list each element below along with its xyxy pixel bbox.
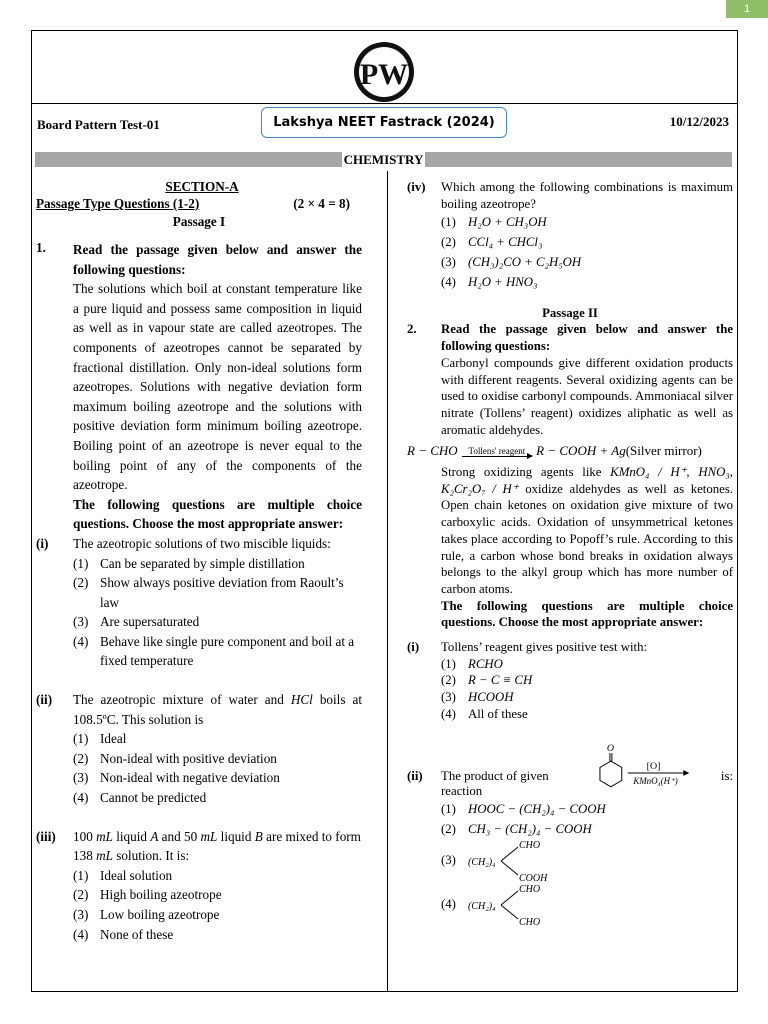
page-number: 1 (726, 0, 768, 18)
cyclohexanone-reaction (594, 741, 721, 793)
option-3[interactable]: (3) (CH₂)₄ CHO COOH (441, 839, 733, 883)
option-3[interactable]: (3) Are supersaturated (73, 614, 200, 630)
o3t-label: CHO (519, 839, 541, 851)
o4t-label: CHO (519, 883, 541, 895)
option-3[interactable]: (3) Low boiling azeotrope (73, 907, 220, 922)
option-4-structure (468, 883, 578, 927)
header-divider (32, 103, 737, 104)
subject-title: CHEMISTRY (343, 152, 424, 167)
passage-1-title: Passage I (172, 214, 226, 229)
option-4[interactable]: (4) H₂O + HNO₃ (441, 275, 538, 290)
passage-type-header (36, 196, 362, 212)
s-bot-label: KMnO₄(H⁺) (633, 775, 678, 786)
ptq-marks: (2 × 4 = 8) (293, 196, 350, 211)
question-1-ii: (ii) The azeotropic mixture of water and HCl boils at 108.5ºC. This solution is (1) Ideal (2) Non-ideal with positive deviation (3) Non-ideal with negative deviation (4) Cannot be predicted (36, 690, 362, 808)
options-list (73, 554, 362, 672)
question-1-iv: (iv) Which among the following combinations is maximum boiling azeotrope? (1) H₂O + CH₃OH (2) CCl₄ + CHCl₃ (3) (CH₃)₂CO + C₂H₅OH (4) H₂O + HNO₃ (407, 179, 733, 292)
option-2[interactable]: (2) High boiling azeotrope (73, 887, 222, 903)
question-text: 100 mL liquid A and 50 mL liquid B are mixed to form 138 mL solution. It is: (73, 828, 361, 864)
option-4[interactable]: (4) Cannot be predicted (73, 790, 207, 806)
question-1-i: (i) The azeotropic solutions of two miscible liquids: (1) Can be separated by simple distillation (2) Show always positive deviation from Raoult’s law (3) Are supersaturated (4) Behave like single pure component and boil at a fixed temperature (36, 534, 362, 671)
o3c-label: (CH₂)₄ (468, 856, 496, 868)
s-O-label: O (606, 742, 614, 754)
option-1[interactable]: (1) Ideal solution (73, 867, 173, 883)
q2-mcq-instruction: The following questions are multiple choice questions. Choose the most appropriate answer: (441, 598, 733, 630)
option-1[interactable]: (1) Can be separated by simple distillation (73, 555, 305, 571)
passage-2-title: Passage II (542, 306, 598, 321)
option-4[interactable]: (4) None of these (73, 926, 174, 942)
page-frame (31, 30, 738, 992)
s-top-label: [O] (646, 760, 661, 772)
section-title: SECTION-A (165, 179, 239, 194)
question-text: Which among the following combinations is maximum boiling azeotrope? (441, 180, 733, 211)
tollens-reaction: R − CHO Tollens' reagent R − COOH + Ag(Silver mirror) (407, 443, 702, 459)
test-name: Board Pattern Test-01 (37, 117, 160, 132)
options-list (73, 729, 362, 807)
test-date: 10/12/2023 (669, 114, 729, 129)
q1-passage: The solutions which boil at constant temperature like a pure liquid and possess same composition in liquid as well as in vapour state are called azeotropes. The components of azeotropes cannot be separated by fractional distillation. Only non-ideal solutions form azeotropes. Solutions with negative deviation form maximum boiling azeotrope and the solutions with positive deviation form minimum boiling azeotrope. Boiling point of an azeotrope is never equal to the boiling point of any of the components of the azeotrope. (73, 281, 362, 493)
o4c-label: (CH₂)₄ (468, 900, 496, 912)
question-text: The azeotropic solutions of two miscible liquids: (73, 535, 331, 551)
option-2[interactable]: (2) Show always positive deviation from Raoult’s law (73, 575, 344, 610)
option-1[interactable]: (1) HOOC − (CH₂)₄ − COOH (441, 801, 606, 816)
right-column (407, 179, 733, 927)
option-4[interactable]: (4) All of these (441, 706, 528, 721)
q1-instruction: Read the passage given below and answer the following questions: (73, 242, 362, 277)
option-2[interactable]: (2) CCl₄ + CHCl₃ (441, 235, 543, 250)
q2-passage-b: Strong oxidizing agents like KMnO₄ / H⁺, HNO₃, K₂Cr₂O₇ / H⁺ oxidize aldehydes as well as ketones. Open chain ketones on oxidation give mixture of two carboxylic acids. Oxidation of unsymmetrical ketones takes place according to Popoff’s rule. According to this rule, a carbon whose bond breaks in oxidation always belongs to the alkyl group which has more number of carbon atoms. (441, 465, 734, 596)
question-suffix: is: (720, 768, 733, 783)
question-2-i: (i) Tollens’ reagent gives positive test with: (1) RCHO (2) R − C ≡ CH (3) HCOOH (4) All of these (407, 639, 733, 723)
options-list (73, 866, 362, 944)
question-text: The azeotropic mixture of water and HCl boils at 108.5ºC. This solution is (73, 692, 363, 727)
option-3[interactable]: (3) HCOOH (441, 690, 514, 705)
option-3-structure (468, 839, 578, 883)
question-text: Tollens’ reagent gives positive test with: (441, 640, 648, 655)
option-2[interactable]: (2) CH₃ − (CH₂)₄ − COOH (441, 821, 592, 836)
question-text: The product of given reaction (441, 768, 549, 798)
question-1-iii: (iii) 100 mL liquid A and 50 mL liquid B are mixed to form 138 mL solution. It is: (1) Ideal solution (2) High boiling azeotrope (3) Low boiling azeotrope (4) None of these (36, 827, 362, 945)
q2-passage-a: Carbonyl compounds give different oxidation products with different reagents. Several oxidizing agents can be used to oxidise carbonyl compounds. Ammoniacal silver nitrate (Tollens’ reagent) oxidizes aliphatic as well as aromatic aldehydes. (441, 355, 733, 437)
q1-mcq-instruction: The following questions are multiple choice questions. Choose the most appropriate answer: (73, 496, 362, 532)
course-title: Lakshya NEET Fastrack (2024) (261, 107, 507, 138)
reaction-arrow: Tollens' reagent (462, 447, 532, 457)
pw-logo (353, 41, 415, 103)
o3b-label: COOH (519, 872, 548, 883)
o4b-label: CHO (519, 916, 541, 927)
ptq-label: Passage Type Questions (1-2) (36, 196, 200, 211)
option-1[interactable]: (1) RCHO (441, 656, 503, 671)
option-2[interactable]: (2) R − C ≡ CH (441, 673, 533, 688)
option-4[interactable]: (4) Behave like single pure component and boil at a fixed temperature (73, 633, 355, 669)
options-list (441, 799, 733, 839)
option-3[interactable]: (3) Non-ideal with negative deviation (73, 770, 280, 786)
subject-bar (35, 152, 732, 167)
options-list (441, 212, 733, 292)
question-2: 2. Read the passage given below and answer the following questions: Carbonyl compounds give different oxidation products with different reagents. Several oxidizing agents can be used to oxidise carbonyl compounds. Ammoniacal silver nitrate (Tollens’ reagent) oxidizes aliphatic as well as aromatic aldehydes. R − CHO Tollens' reagent R − COOH + Ag(Silver mirror) Strong oxidizing agents like KMnO₄ / H⁺, HNO₃, K₂Cr₂O₇ / H⁺ oxidize aldehydes as well as ketones. Open chain ketones on oxidation give mixture of two carboxylic acids. Oxidation of unsymmetrical ketones takes place according to Popoff’s rule. According to this rule, a carbon whose bond breaks in oxidation always belongs to the alkyl group which has more number of carbon atoms. The following questions are multiple choice questions. Choose the most appropriate answer: (407, 322, 734, 630)
options-list (441, 656, 733, 723)
left-column (36, 179, 362, 944)
option-1[interactable]: (1) H₂O + CH₃OH (441, 215, 547, 230)
option-2[interactable]: (2) Non-ideal with positive deviation (73, 750, 277, 766)
q2-instruction: Read the passage given below and answer the following questions: (441, 322, 733, 354)
column-divider (387, 171, 388, 991)
question-1 (36, 240, 362, 534)
option-1[interactable]: (1) Ideal (73, 731, 127, 747)
question-2-ii: (ii) The product of given reaction O [O] KMnO₄(H⁺) is: (1) HOOC − (CH₂)₄ − COOH (2) CH₃ − (CH₂)₄ − COOH (3) (CH₂)₄ CHO COOH (4) (CH₂)₄ CHO CHO (407, 741, 733, 927)
logo-txt-label: PW (359, 58, 409, 91)
question-number: 1. (36, 240, 46, 255)
option-4[interactable]: (4) (CH₂)₄ CHO CHO (441, 883, 733, 927)
option-3[interactable]: (3) (CH₃)₂CO + C₂H₅OH (441, 255, 582, 270)
